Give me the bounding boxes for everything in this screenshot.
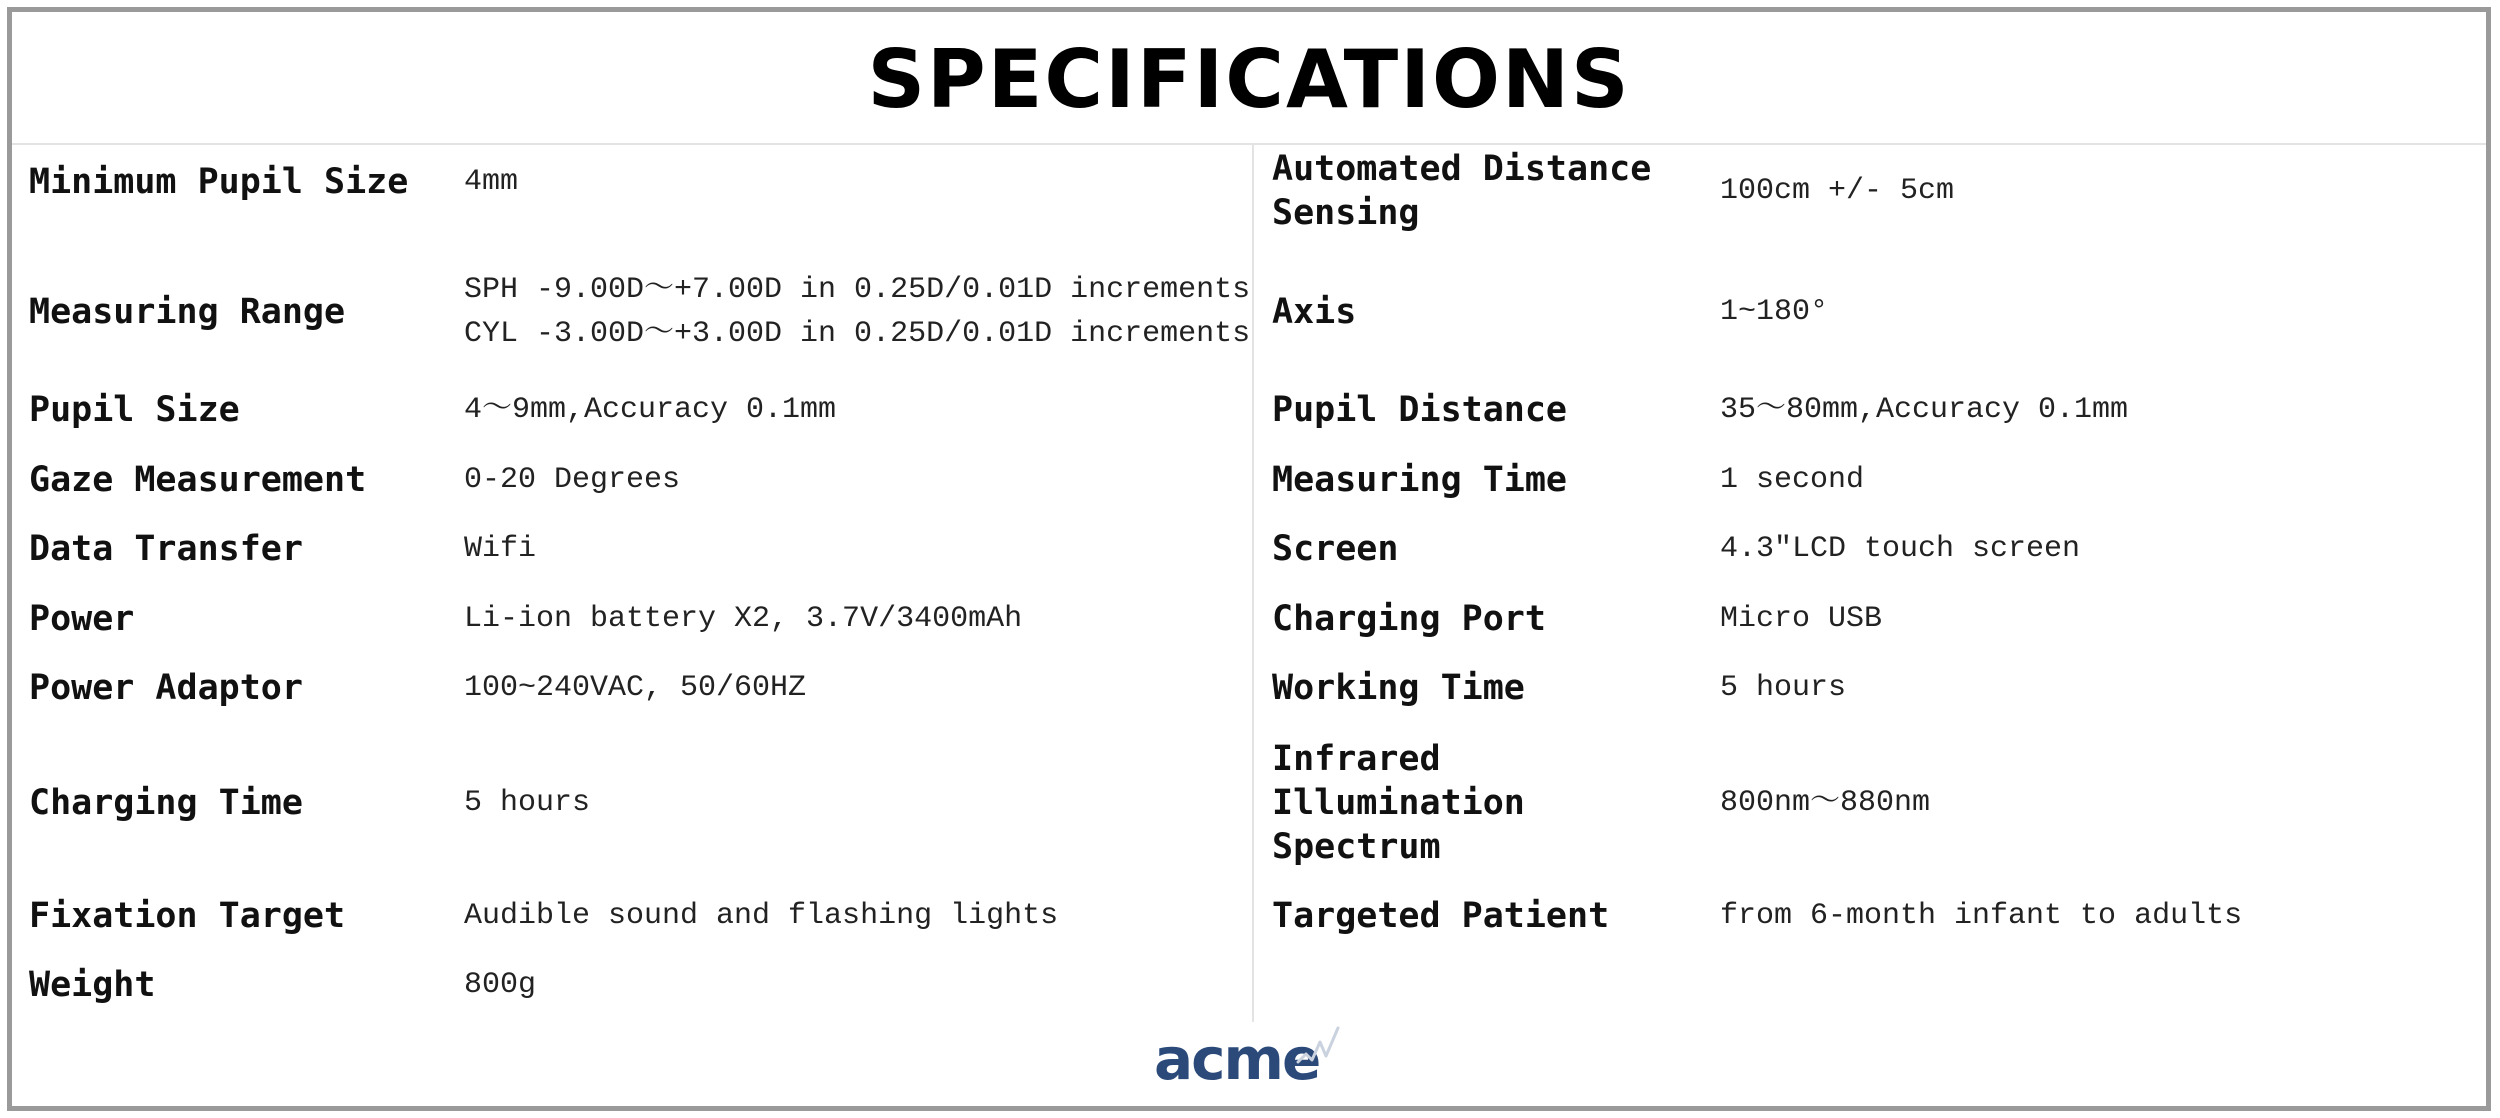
spec-label: Measuring Time	[1272, 460, 1568, 500]
spec-label: Targeted Patient	[1272, 896, 1610, 936]
spec-row-targeted-patient	[1254, 894, 2486, 938]
spec-value: 1 second	[1720, 463, 1865, 497]
spec-row-power-adaptor	[12, 666, 1252, 710]
spec-row-gaze-measurement	[12, 458, 1252, 502]
spec-column-right	[1254, 145, 2486, 1022]
spec-label: Axis	[1272, 292, 1357, 332]
spec-label: Power	[29, 599, 135, 639]
spec-label: Weight	[29, 965, 156, 1005]
spec-row-data-transfer	[12, 527, 1252, 571]
spec-value: Micro USB	[1720, 602, 1883, 636]
spec-row-power	[12, 597, 1252, 641]
spec-value: 1~180°	[1720, 295, 1829, 329]
spec-row-fixation-target	[12, 894, 1252, 938]
spec-value: Wifi	[464, 532, 537, 566]
spec-label: Measuring Range	[29, 292, 346, 332]
spec-label: Data Transfer	[29, 529, 303, 569]
spec-value: 800nm〜880nm	[1720, 786, 1931, 820]
spec-label: Infrared Illumination Spectrum	[1272, 739, 1525, 867]
spec-row-automated-distance-sensing	[1254, 147, 2486, 235]
spec-label: Fixation Target	[29, 896, 346, 936]
spec-sheet	[7, 7, 2491, 1111]
spec-value: 5 hours	[1720, 671, 1847, 705]
spec-value: 0-20 Degrees	[464, 463, 681, 497]
spec-row-weight	[12, 963, 1252, 1007]
spec-value: 4〜9mm,Accuracy 0.1mm	[464, 393, 837, 427]
spec-value: 800g	[464, 968, 537, 1002]
logo-text: acme	[1154, 1025, 1320, 1093]
spec-label: Charging Port	[1272, 599, 1546, 639]
spec-label: Screen	[1272, 529, 1399, 569]
spec-value: Audible sound and flashing lights	[464, 899, 1059, 933]
spec-row-working-time	[1254, 666, 2486, 710]
spec-label: Automated Distance Sensing	[1272, 149, 1652, 233]
spec-row-pupil-distance	[1254, 388, 2486, 432]
spec-label: Charging Time	[29, 783, 303, 823]
spec-value: 4mm	[464, 165, 519, 199]
spec-value: Li-ion battery X2, 3.7V/3400mAh	[464, 602, 1023, 636]
spec-value: 4.3"LCD touch screen	[1720, 532, 2081, 566]
spec-row-minimum-pupil-size	[12, 154, 1252, 210]
spec-label: Working Time	[1272, 668, 1525, 708]
header	[12, 12, 2486, 145]
spec-label: Pupil Distance	[1272, 390, 1568, 430]
spec-row-infrared-illumination-spectrum	[1254, 737, 2486, 869]
spec-row-charging-time	[12, 781, 1252, 825]
logo-wave-icon	[1296, 1026, 1342, 1068]
spec-value: 5 hours	[464, 786, 591, 820]
spec-row-axis	[1254, 268, 2486, 356]
spec-label: Minimum Pupil Size	[29, 162, 409, 202]
acme-logo	[1154, 1024, 1354, 1104]
spec-value: from 6-month infant to adults	[1720, 899, 2243, 933]
page-title: SPECIFICATIONS	[867, 32, 1631, 126]
spec-label: Gaze Measurement	[29, 460, 367, 500]
spec-row-measuring-range	[12, 268, 1252, 356]
spec-value: 100cm +/- 5cm	[1720, 174, 1955, 208]
spec-column-left	[12, 145, 1252, 1022]
spec-row-screen	[1254, 527, 2486, 571]
spec-value: 35〜80mm,Accuracy 0.1mm	[1720, 393, 2129, 427]
spec-label: Pupil Size	[29, 390, 240, 430]
spec-row-pupil-size	[12, 388, 1252, 432]
spec-label: Power Adaptor	[29, 668, 303, 708]
spec-value: 100~240VAC, 50/60HZ	[464, 671, 807, 705]
spec-value: SPH -9.00D〜+7.00D in 0.25D/0.01D increments CYL -3.00D〜+3.00D in 0.25D/0.01D increments	[464, 273, 1251, 351]
spec-row-charging-port	[1254, 597, 2486, 641]
spec-row-measuring-time	[1254, 458, 2486, 502]
